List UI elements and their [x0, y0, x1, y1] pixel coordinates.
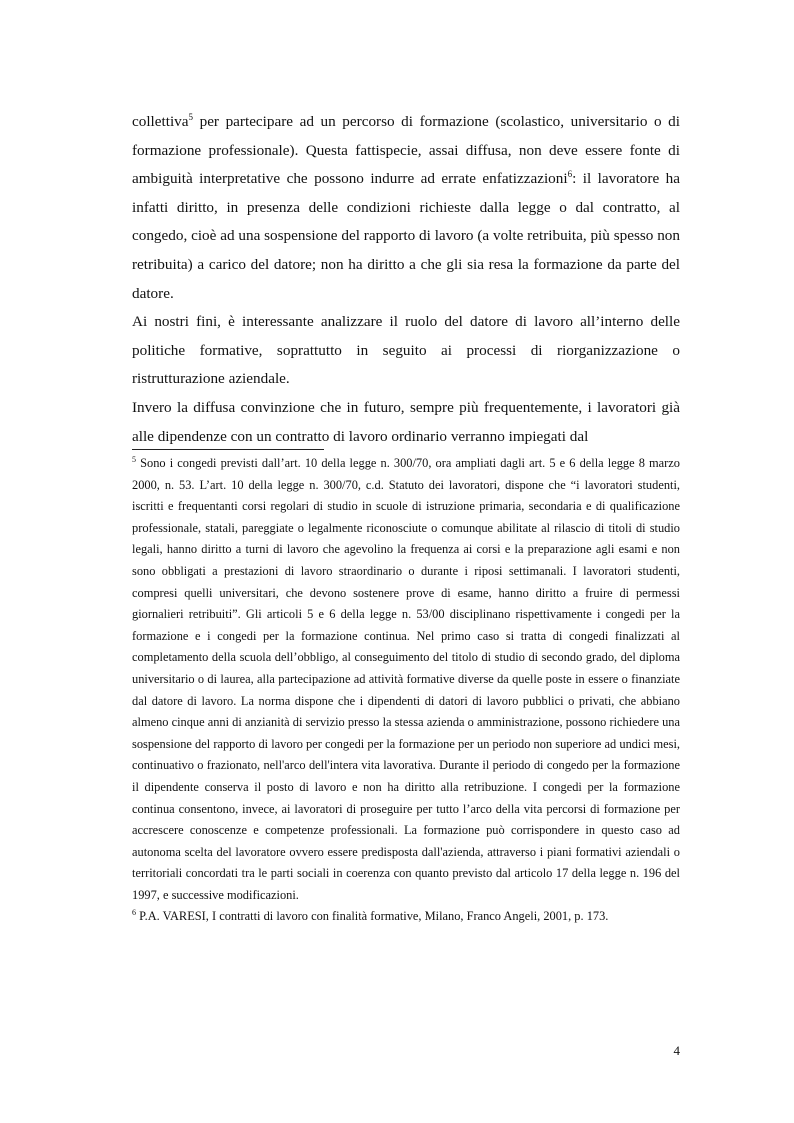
footnote-5: $^5$ Sono i congedi previsti dall’art. 10 della legge n. 300/70, ora ampliati dagli art. 5 e 6 della legge 8 marzo 2000, n. 53. L’art. 10 della legge n. 300/70, c.d. Statuto dei lavoratori, dispone che “i lavoratori studenti, iscritti e frequentanti corsi regolari di studio in scuole di istruzione primaria, secondaria e di qualificazione professionale, statali, pareggiate o legalmente riconosciute o comunque abilitate al rilascio di titoli di studio legali, hanno diritto a turni di lavoro che agevolino la frequenza ai corsi e la preparazione agli esami e non sono obbligati a prestazioni di lavoro straordinario o durante i riposi settimanali. I lavoratori studenti, compresi quelli universitari, che devono sostenere prove di esame, hanno diritto a fruire di permessi giornalieri retribuiti”. Gli articoli 5 e 6 della legge n. 53/00 disciplinano rispettivamente i congedi per la formazione e i congedi per la formazione continua. Nel primo caso si tratta di congedi finalizzati al completamento della scuola dell’obbligo, al conseguimento del titolo di studio di secondo grado, del diploma universitario o di laurea, alla partecipazione ad attività formative diverse da quelle poste in essere o finanziate dal datore di lavoro. La norma dispone che i dipendenti di datori di lavoro pubblici o privati, che abbiano almeno cinque anni di anzianità di servizio presso la stessa azienda o amministrazione, possono richiedere una sospensione del rapporto di lavoro per congedi per la formazione per un periodo non superiore ad undici mesi, continuativo o frazionato, nell'arco dell'intera vita lavorativa. Durante il periodo di congedo per la formazione il dipendente conserva il posto di lavoro e non ha diritto alla retribuzione. I congedi per la formazione continua consentono, invece, ai lavoratori di proseguire per tutto l’arco della vita percorsi di formazione per accrescere conoscenze e competenze professionali. La formazione può corrispondere in questo caso ad autonoma scelta del lavoratore ovvero essere predisposta dall'azienda, attraverso i piani formativi aziendali o territoriali concordati tra le parti sociali in coerenza con quanto previsto dal articolo 17 della legge n. 196 del 1997, e successive modificazioni. [132, 454, 680, 902]
body-text [132, 108, 680, 451]
footnote-separator [132, 449, 324, 450]
paragraph-2: Ai nostri fini, è interessante analizzare il ruolo del datore di lavoro all’interno delle politiche formative, soprattutto in seguito ai processi di riorganizzazione o ristrutturazione aziendale. [132, 313, 680, 388]
paragraph-1: collettiva$^5$ per partecipare ad un percorso di formazione (scolastico, universitario o di formazione professionale). Questa fattispecie, assai diffusa, non deve essere fonte di ambiguità interpretative che possono indurre ad errate enfatizzazioni$^6$: il lavoratore ha infatti diritto, in presenza delle condizioni richieste dalla legge o dal contratto, al congedo, cioè ad una sospensione del rapporto di lavoro (a volte retribuita, più spesso non retribuita) a carico del datore; non ha diritto a che gli sia resa la formazione da parte del datore. [132, 111, 680, 302]
footnote-ref-5[interactable]: 5 [188, 111, 194, 122]
page-number: 4 [673, 1043, 680, 1058]
footnote-mark-5: 5 [132, 454, 136, 464]
footnote-6: $^6$ P.A. VARESI, I contratti di lavoro con finalità formative, Milano, Franco Angeli, 2001, p. 173. [132, 908, 609, 924]
footnote-mark-6: 6 [132, 908, 136, 918]
footnotes [132, 453, 680, 928]
footnote-ref-6[interactable]: 6 [567, 169, 573, 180]
paragraph-3: Invero la diffusa convinzione che in futuro, sempre più frequentemente, i lavoratori già alle dipendenze con un contratto di lavoro ordinario verranno impiegati dal [132, 398, 680, 445]
